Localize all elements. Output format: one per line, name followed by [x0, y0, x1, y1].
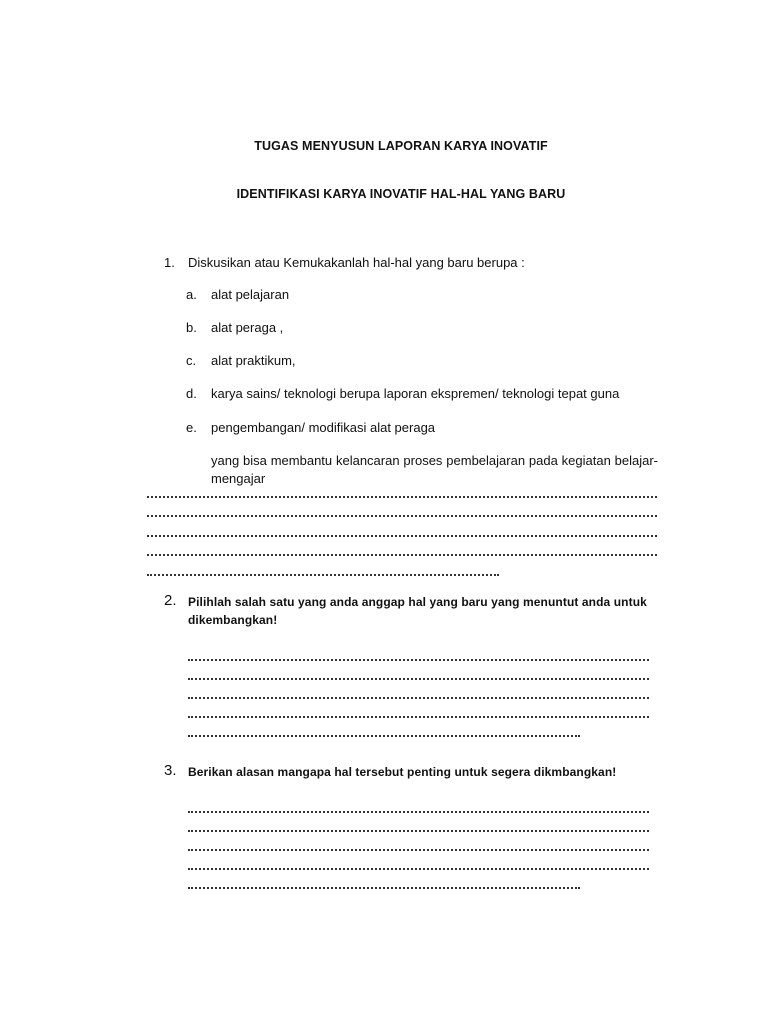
- answer-line-q3-3[interactable]: [188, 849, 649, 851]
- option-e-letter: e.: [186, 420, 197, 435]
- answer-line-q2-5[interactable]: [188, 735, 580, 737]
- answer-line-q1-2[interactable]: [147, 515, 657, 517]
- answer-line-q3-5[interactable]: [188, 887, 580, 889]
- document-subtitle: IDENTIFIKASI KARYA INOVATIF HAL-HAL YANG BARU: [236, 187, 566, 201]
- question-2-text-line2: dikembangkan!: [188, 613, 278, 627]
- question-3-text: Berikan alasan mangapa hal tersebut penting untuk segera dikmbangkan!: [188, 765, 617, 779]
- option-b-text: alat peraga ,: [211, 320, 284, 335]
- question-3-number: 3.: [164, 762, 177, 779]
- question-2-text-line1: Pilihlah salah satu yang anda anggap hal yang baru yang menuntut anda untuk: [188, 595, 647, 609]
- answer-line-q1-3[interactable]: [147, 535, 657, 537]
- option-a-text: alat pelajaran: [211, 287, 290, 302]
- option-c-letter: c.: [186, 353, 197, 368]
- option-c-text: alat praktikum,: [211, 353, 296, 368]
- question-1-closing: yang bisa membantu kelancaran proses pembelajaran pada kegiatan belajar-mengajar: [211, 453, 658, 486]
- question-1-number: 1.: [164, 255, 175, 270]
- document-title: TUGAS MENYUSUN LAPORAN KARYA INOVATIF: [254, 139, 548, 153]
- answer-line-q3-2[interactable]: [188, 830, 649, 832]
- answer-line-q3-4[interactable]: [188, 868, 649, 870]
- answer-line-q1-4[interactable]: [147, 554, 657, 556]
- answer-line-q2-3[interactable]: [188, 697, 649, 699]
- answer-line-q3-1[interactable]: [188, 811, 649, 813]
- question-1-text: Diskusikan atau Kemukakanlah hal-hal yang baru berupa :: [188, 255, 525, 270]
- option-d-text: karya sains/ teknologi berupa laporan ekspremen/ teknologi tepat guna: [211, 386, 620, 401]
- option-b-letter: b.: [186, 320, 197, 335]
- answer-line-q2-1[interactable]: [188, 659, 649, 661]
- option-a-letter: a.: [186, 287, 197, 302]
- question-2-number: 2.: [164, 592, 177, 609]
- option-d-letter: d.: [186, 386, 197, 401]
- option-e-text: pengembangan/ modifikasi alat peraga: [211, 420, 436, 435]
- answer-line-q1-5[interactable]: [147, 574, 499, 576]
- answer-line-q2-2[interactable]: [188, 678, 649, 680]
- answer-line-q2-4[interactable]: [188, 716, 649, 718]
- answer-line-q1-1[interactable]: [147, 496, 657, 498]
